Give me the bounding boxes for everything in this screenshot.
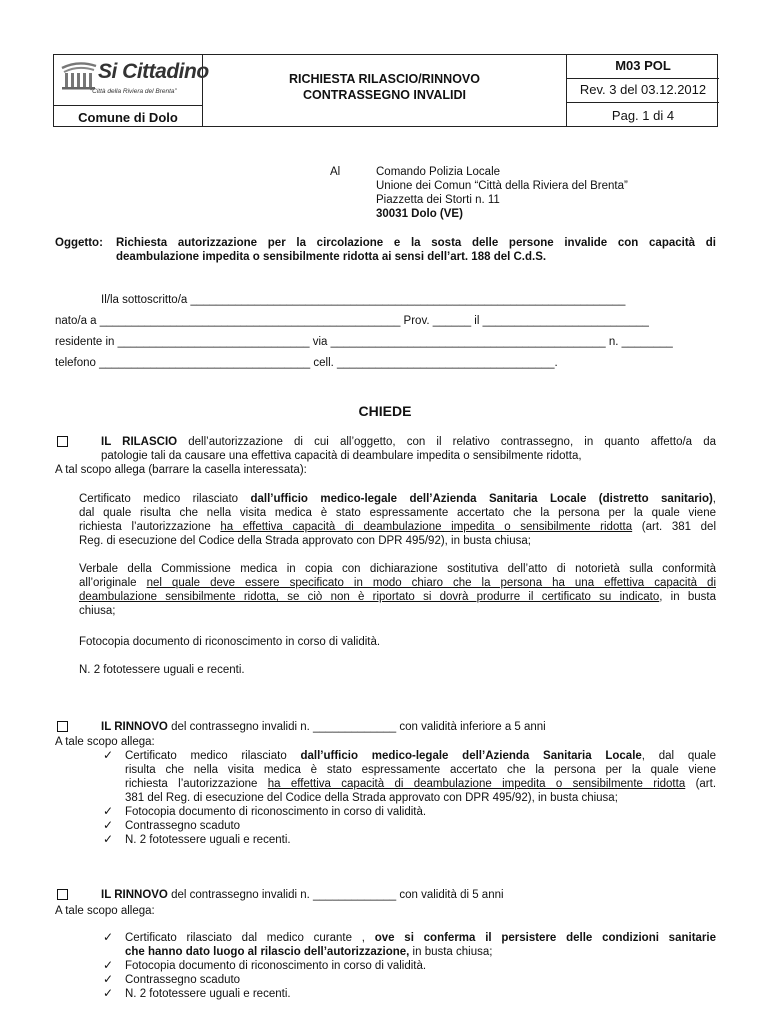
checkbox-icon[interactable] xyxy=(57,436,68,447)
doc3-line: Fotocopia documento di riconoscimento in corso di validità. xyxy=(79,636,381,648)
rinnovo1-allega: A tale scopo allega: xyxy=(55,736,155,748)
rilascio-line: IL RILASCIO dell’autorizzazione di cui all’oggetto, con il relativo contrassegno, in quanto affetto/a da xyxy=(101,436,716,448)
recipient-line: Comando Polizia Locale xyxy=(376,166,501,178)
field-nato-a[interactable]: nato/a a _______________________________________________ Prov. ______ il __________________________ xyxy=(55,315,649,327)
checkmark-icon: ✓ xyxy=(103,958,114,972)
field-sottoscritto[interactable]: Il/la sottoscritto/a ____________________________________________________________________ xyxy=(101,294,626,306)
checkmark-icon: ✓ xyxy=(103,804,114,818)
checkmark-icon: ✓ xyxy=(103,818,114,832)
rinnovo1-item: Fotocopia documento di riconoscimento in corso di validità. xyxy=(125,806,427,818)
rinnovo2-item: N. 2 fototessere uguali e recenti. xyxy=(125,988,291,1000)
rinnovo2-item: che hanno dato luogo al rilascio dell’autorizzazione, in busta chiusa; xyxy=(125,946,493,958)
doc2-line: all’originale nel quale deve essere specificato in modo chiaro che la persona ha una effettiva capacità di xyxy=(79,577,716,589)
rinnovo1-item: Contrassegno scaduto xyxy=(125,820,241,832)
doc1-line: Reg. di esecuzione del Codice della Strada approvato con DPR 495/92), in busta chiusa; xyxy=(79,535,531,547)
rinnovo1-item: 381 del Reg. di esecuzione del Codice della Strada approvato con DPR 495/92), in busta chiusa; xyxy=(125,792,618,804)
document-code: M03 POL xyxy=(615,58,671,73)
field-residente[interactable]: residente in ______________________________ via ___________________________________________ n. ________ xyxy=(55,336,673,348)
recipient-line: Unione dei Comun “Città della Riviera del Brenta” xyxy=(376,180,628,192)
rinnovo1-item: N. 2 fototessere uguali e recenti. xyxy=(125,834,291,846)
revision-label: Rev. 3 del 03.12.2012 xyxy=(579,82,707,97)
subject-line: deambulazione impedita o sensibilmente ridotta ai sensi dell’art. 188 del C.d.S. xyxy=(116,251,547,263)
recipient-line: Piazzetta dei Storti n. 11 xyxy=(376,194,500,206)
rinnovo2-allega: A tale scopo allega: xyxy=(55,905,155,917)
recipient-prefix: Al xyxy=(330,166,341,178)
rinnovo1-item: richiesta l’autorizzazione ha effettiva capacità di deambulazione impedita o sensibilmente ridotta (art. xyxy=(125,778,717,790)
doc2-line: Verbale della Commissione medica in copia con dichiarazione sostitutiva dell’atto di notorietà sulla conformità xyxy=(79,563,716,575)
chiede-heading: CHIEDE xyxy=(358,403,412,419)
page-number: Pag. 1 di 4 xyxy=(611,108,675,123)
checkmark-icon: ✓ xyxy=(103,748,114,762)
document-title: RICHIESTA RILASCIO/RINNOVO CONTRASSEGNO INVALIDI xyxy=(289,72,480,102)
checkbox-icon[interactable] xyxy=(57,721,68,732)
rinnovo2-item: Fotocopia documento di riconoscimento in corso di validità. xyxy=(125,960,427,972)
header-divider xyxy=(566,78,719,79)
field-telefono[interactable]: telefono _________________________________ cell. __________________________________. xyxy=(55,357,558,369)
checkmark-icon: ✓ xyxy=(103,986,114,1000)
header-divider xyxy=(566,102,719,103)
rinnovo1-item: risulta che nella visita medica è stato espressamente accertato che la persona per la quale viene xyxy=(125,764,716,776)
checkmark-icon: ✓ xyxy=(103,972,114,986)
doc2-line: deambulazione sensibilmente ridotta, se ciò non è riportato si dovrà produrre il certificato su indicato, in busta xyxy=(79,591,716,603)
rinnovo2-item: Certificato rilasciato dal medico curante , ove si conferma il persistere delle condizioni sanitarie xyxy=(125,932,716,944)
checkmark-icon: ✓ xyxy=(103,832,114,846)
rinnovo1-item: Certificato medico rilasciato dall’ufficio medico-legale dell’Azienda Sanitaria Locale, dal quale xyxy=(125,750,716,762)
checkmark-icon: ✓ xyxy=(103,930,114,944)
recipient-line: 30031 Dolo (VE) xyxy=(376,208,463,220)
si-cittadino-logo xyxy=(56,58,209,106)
subject-label: Oggetto: xyxy=(55,237,103,249)
document-header xyxy=(53,54,718,127)
recipient-address xyxy=(376,165,628,221)
doc2-line: chiusa; xyxy=(79,605,116,617)
logo-tagline: “Città della Riviera del Brenta” xyxy=(90,88,177,95)
subject-line: Richiesta autorizzazione per la circolazione e la sosta delle persone invalide con capacità di xyxy=(116,237,716,249)
doc1-line: dal quale risulta che nella visita medica è stato espressamente accertato che la persona per la quale viene xyxy=(79,507,716,519)
checkbox-icon[interactable] xyxy=(57,889,68,900)
logo-name: Si Cittadino xyxy=(98,60,209,83)
rinnovo1-line: IL RINNOVO del contrassegno invalidi n. _____________ con validità inferiore a 5 anni xyxy=(101,721,546,733)
doc4-line: N. 2 fototessere uguali e recenti. xyxy=(79,664,245,676)
rinnovo2-line: IL RINNOVO del contrassegno invalidi n. _____________ con validità di 5 anni xyxy=(101,889,504,901)
rilascio-allega: A tal scopo allega (barrare la casella interessata): xyxy=(55,464,307,476)
doc1-line: Certificato medico rilasciato dall’ufficio medico-legale dell’Azienda Sanitaria Locale (distretto sanitario), xyxy=(79,493,716,505)
rinnovo2-item: Contrassegno scaduto xyxy=(125,974,241,986)
comune-name: Comune di Dolo xyxy=(78,110,178,125)
doc1-line: richiesta l’autorizzazione ha effettiva capacità di deambulazione impedita o sensibilmente ridotta (art. 381 del xyxy=(79,521,716,533)
rilascio-line: patologie tali da causare una effettiva capacità di deambulare impedita o sensibilmente ridotta, xyxy=(101,450,582,462)
